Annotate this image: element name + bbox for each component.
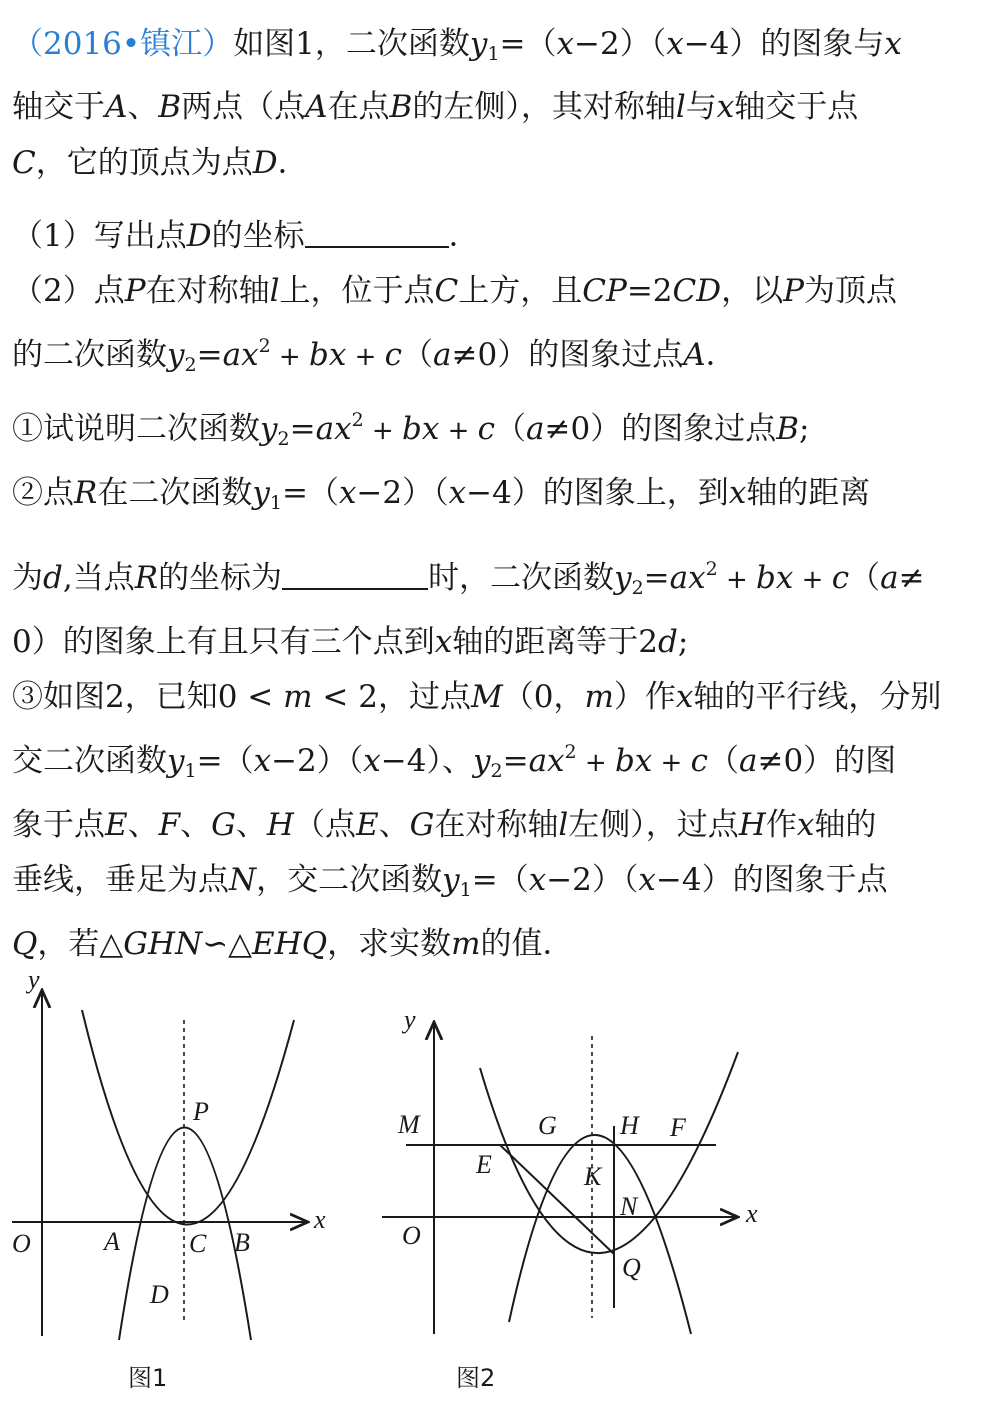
fig2-label-o: O	[402, 1221, 421, 1250]
fig2-label-m: M	[398, 1110, 420, 1139]
problem-line-2: 轴交于A、B两点（点A在点B的左侧），其对称轴l与x轴交于点	[12, 89, 859, 125]
question-2-part-2-line-2: 为d,当点R的坐标为 时，二次函数$y_2=ax^2$ + bx + c（a≠	[12, 558, 925, 599]
fig2-label-k: K	[584, 1162, 602, 1191]
fig2-label-q: Q	[622, 1253, 641, 1282]
question-2-part-3-line-1: ③如图2，已知0 < m < 2，过点M（0，m）作x轴的平行线，分别	[12, 679, 942, 715]
figure-2	[382, 1022, 738, 1334]
problem-source: （2016•镇江）	[12, 26, 234, 62]
fig1-label-p: P	[193, 1097, 209, 1126]
fig2-caption: 图2	[456, 1364, 496, 1392]
question-2-part-2-line-3: 0）的图象上有且只有三个点到x轴的距离等于2d;	[12, 624, 689, 660]
fig2-label-h: H	[620, 1111, 639, 1140]
question-2-part-3-line-2: 交二次函数$y_1=(x-2)(x-4)$、$y_2=ax^2$ + bx + c（a≠0）的图	[12, 741, 897, 782]
fig1-label-x: x	[314, 1205, 326, 1234]
fig2-label-x: x	[746, 1199, 758, 1228]
question-2-part-3-line-3: 象于点E、F、G、H（点E、G在对称轴l左侧），过点H作x轴的	[12, 807, 877, 843]
fig1-label-c: C	[189, 1229, 207, 1258]
fig1-parabola-y1	[82, 1010, 294, 1225]
fig2-label-n: N	[620, 1192, 638, 1221]
fig1-label-a: A	[104, 1227, 120, 1256]
problem-line-1: （2016•镇江）如图1，二次函数$y_1=(x-2)(x-4)$的图象与x	[12, 26, 902, 65]
question-2-line-1: （2）点P在对称轴l上，位于点C上方，且CP=2CD，以P为顶点	[12, 273, 897, 309]
fig1-label-b: B	[234, 1228, 250, 1257]
fig1-label-y: y	[28, 965, 40, 994]
fig1-parabola-y2	[119, 1128, 251, 1341]
question-2-line-2: 的二次函数$y_2=ax^2$ + bx + c（a≠0）的图象过点A．	[12, 335, 737, 376]
question-2-part-3-line-5: Q，若△GHN∽△EHQ，求实数m的值．	[12, 926, 574, 962]
fig2-label-e: E	[476, 1150, 492, 1179]
question-2-part-2-line-1: ②点R在二次函数$y_1=(x-2)(x-4)$的图象上，到x轴的距离	[12, 475, 871, 514]
fig1-label-o: O	[12, 1229, 31, 1258]
fig2-label-f: F	[670, 1113, 686, 1142]
figure-1-labels	[12, 965, 326, 1392]
fig1-label-d: D	[150, 1280, 169, 1309]
figure-2-labels	[397, 1005, 758, 1392]
fig1-caption: 图1	[128, 1364, 168, 1392]
question-2-part-3-line-4: 垂线，垂足为点N，交二次函数$y_1=(x-2)(x-4)$的图象于点	[12, 862, 888, 901]
fig2-label-g: G	[538, 1111, 557, 1140]
fig2-label-y: y	[404, 1005, 416, 1034]
fig2-parabola-y1	[480, 1052, 738, 1253]
question-1: （1）写出点D的坐标 ．	[12, 218, 480, 254]
question-2-part-1: ①试说明二次函数$y_2=ax^2$ + bx + c（a≠0）的图象过点B;	[12, 409, 810, 450]
problem-line-3: C，它的顶点为点D．	[12, 145, 309, 181]
